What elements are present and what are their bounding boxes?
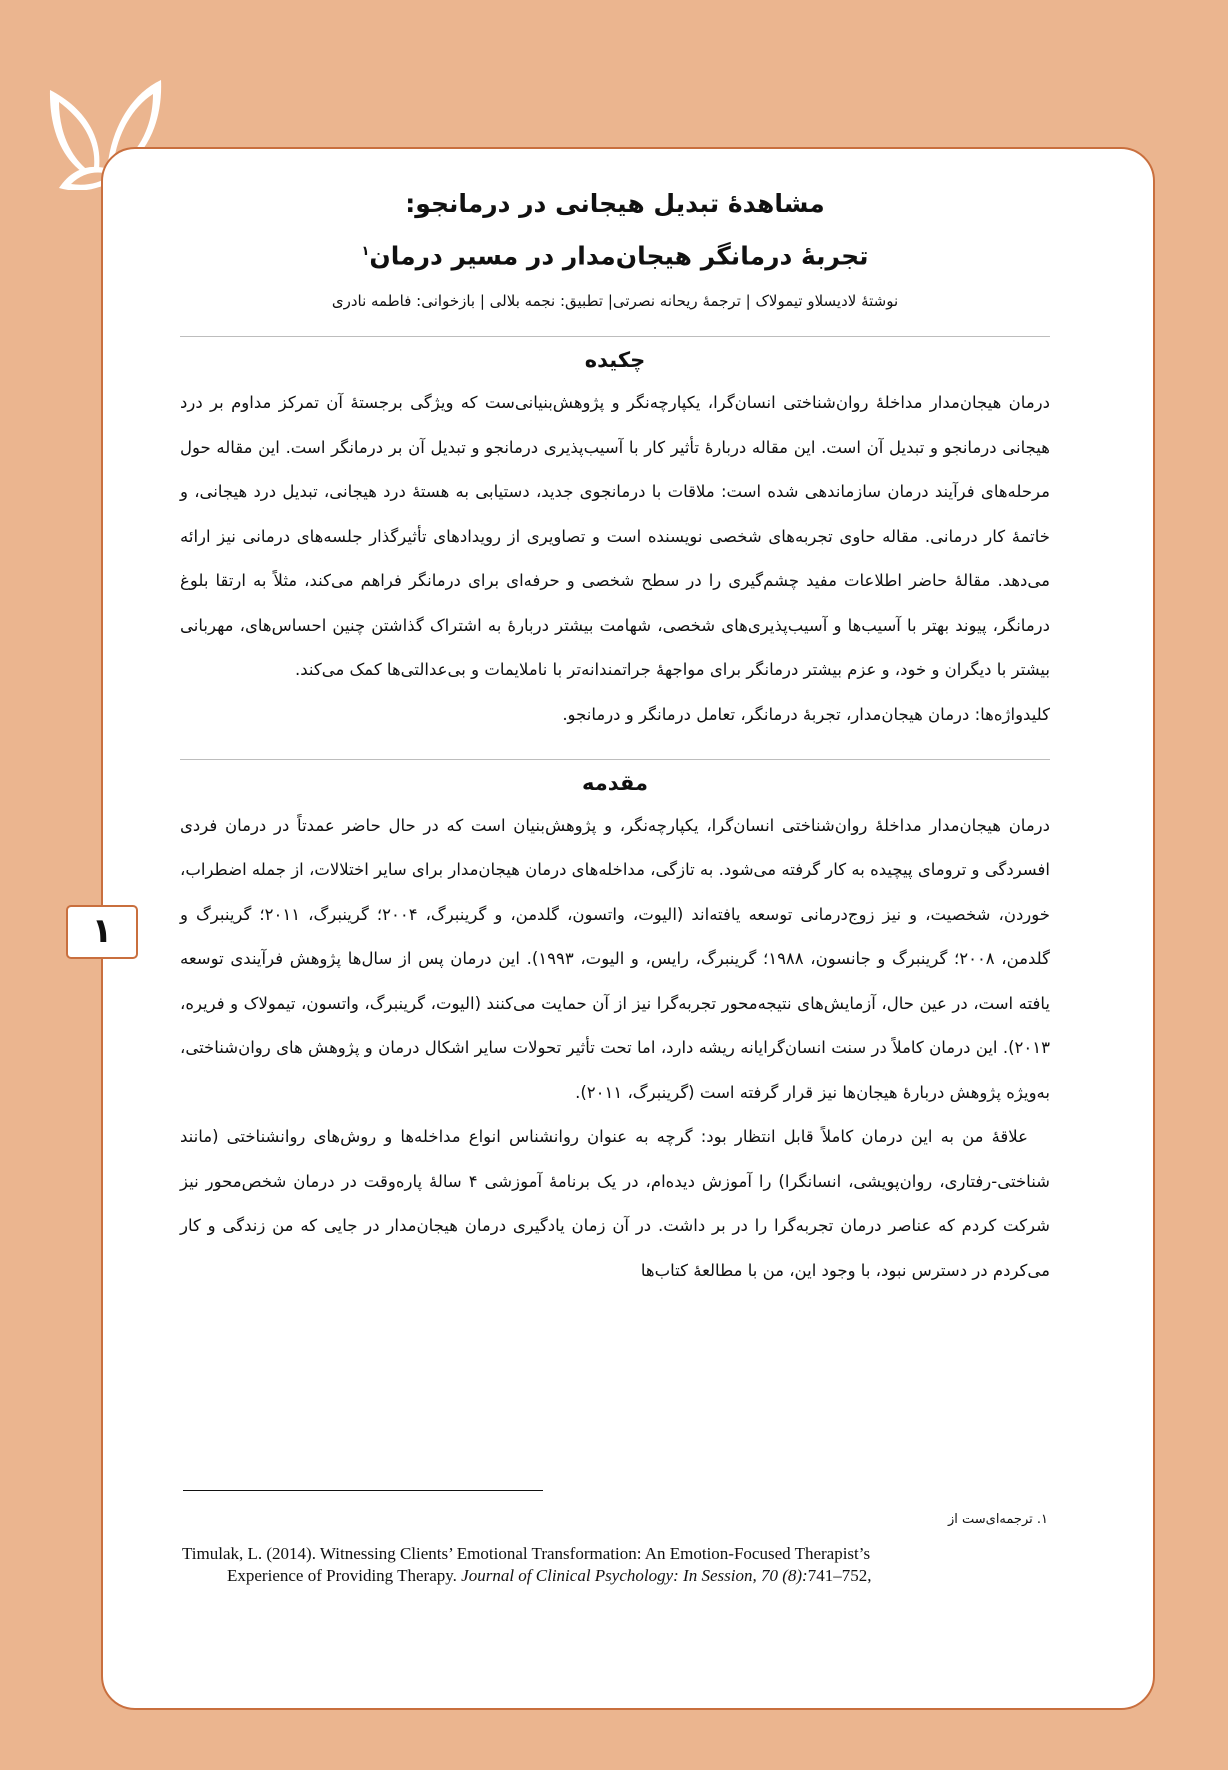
- divider: [180, 336, 1050, 337]
- title-footnote-mark: ۱: [361, 244, 370, 259]
- divider: [180, 759, 1050, 760]
- byline: نوشتۀ لادیسلاو تیمولاک | ترجمۀ ریحانه نصرتی| تطبیق: نجمه بلالی | بازخوانی: فاطمه نادری: [331, 292, 899, 311]
- abstract-text: درمان هیجان‌مدار مداخلۀ روان‌شناختی انسان‌گرا، یکپارچه‌نگر و پژوهش‌بنیانی‌ست که ویژگی برجستۀ آن تمرکز مداوم بر درد هیجانی درمانجو و تبدیل آن است. این مقاله دربارۀ تأثیر کار با آسیب‌پذیری درمانجو و تبدیل آن بر درمانگر است. این مقاله حول مرحله‌های فرآیند درمان سازماندهی شده است: ملاقات با درمانجوی جدید، دستیابی به هستۀ درد هیجانی، تبدیل درد هیجانی، و خاتمۀ کار درمانی. مقاله حاوی تجربه‌های شخصی نویسنده است و تصاویری از رویدادهای تأثیرگذار جلسه‌های درمانی نیز ارائه می‌دهد. مقالۀ حاضر اطلاعات مفید چشم‌گیری را در سطح شخصی و حرفه‌ای برای درمانگر فراهم می‌کند، مثلاً به ارتقا بلوغ درمانگر، پیوند بهتر با آسیب‌ها و آسیب‌پذیری‌های شخصی، شهامت بیشتر دربارۀ به اشتراک گذاشتن چنین احساس‌های، مهربانی بیشتر با دیگران و خود، و عزم بیشتر درمانگر برای مواجهۀ جراتمندانه‌تر با ناملایمات و بی‌عدالتی‌ها کمک می‌کند.: [180, 393, 1050, 680]
- article-title: [180, 180, 1050, 280]
- keywords: کلیدواژه‌ها: درمان هیجان‌مدار، تجربۀ درمانگر، تعامل درمانگر و درمانجو.: [562, 704, 1050, 724]
- title-line-1: مشاهدۀ تبدیل هیجانی در درمانجو:: [405, 189, 825, 218]
- article-content: [180, 180, 1050, 1293]
- footnote-citation: [182, 1543, 1050, 1587]
- footnote-separator: [183, 1490, 543, 1491]
- citation-line-1: Timulak, L. (2014). Witnessing Clients’ Emotional Transformation: An Emotion-Focused Therapist’s: [182, 1544, 871, 1563]
- title-line-2: تجربۀ درمانگر هیجان‌مدار در مسیر درمان: [369, 241, 869, 271]
- footnote-persian: ۱. ترجمه‌ای‌ست از: [947, 1512, 1048, 1527]
- citation-line-2-plain: Experience of Providing Therapy.: [227, 1566, 462, 1585]
- abstract-heading: چکیده: [584, 348, 646, 373]
- intro-heading: مقدمه: [582, 770, 648, 795]
- intro-paragraph-1: درمان هیجان‌مدار مداخلۀ روان‌شناختی انسان‌گرا، یکپارچه‌نگر، و پژوهش‌بنیان است که در حال حاضر عمدتاً در درمان فردی افسردگی و ترومای پیچیده به کار گرفته می‌شود. به تازگی، مداخله‌های درمان هیجان‌مدار برای سایر اختلالات، از جمله اضطراب، خوردن، شخصیت، و نیز زوج‌درمانی توسعه یافته‌اند (الیوت، واتسون، گلدمن، و گرینبرگ، ۲۰۰۴؛ گرینبرگ، ۲۰۱۱؛ گرینبرگ و گلدمن، ۲۰۰۸؛ گرینبرگ و جانسون، ۱۹۸۸؛ گرینبرگ، رایس، و الیوت، ۱۹۹۳). این درمان پس از سال‌ها پژوهش فرآیندی توسعه یافته است، در عین حال، آزمایش‌های نتیجه‌محور تجربه‌گرا نیز از آن حمایت می‌کنند (الیوت، گرینبرگ، واتسون، تیمولاک و فریره، ۲۰۱۳). این درمان کاملاً در سنت انسان‌گرایانه ریشه دارد، اما تحت تأثیر تحولات سایر اشکال درمان و پژوهش های روان‌شناختی، به‌ویژه پژوهش دربارۀ هیجان‌ها نیز قرار گرفته است (گرینبرگ، ۲۰۱۱).: [180, 815, 1050, 1102]
- page-number: ۱: [66, 905, 138, 959]
- citation-pages: 741–752,: [807, 1566, 872, 1585]
- citation-line-2: [182, 1565, 1050, 1587]
- intro-paragraph-2: علاقۀ من به این درمان کاملاً قابل انتظار بود: گرچه به عنوان روانشناس انواع مداخله‌ها و روش‌های روانشناختی (مانند شناختی-رفتاری، روان‌پویشی، انسانگرا) را آموزش دیده‌ام، در یک برنامۀ آموزشی ۴ سالۀ پاره‌وقت در درمان شخص‌محور نیز شرکت کردم که عناصر درمان تجربه‌گرا را در بر داشت. در آن زمان یادگیری درمان هیجان‌مدار در جایی که من زندگی و کار می‌کردم در دسترس نبود، با وجود این، من با مطالعۀ کتاب‌ها: [180, 1127, 1050, 1280]
- citation-journal: Journal of Clinical Psychology: In Session, 70 (8):: [461, 1566, 808, 1585]
